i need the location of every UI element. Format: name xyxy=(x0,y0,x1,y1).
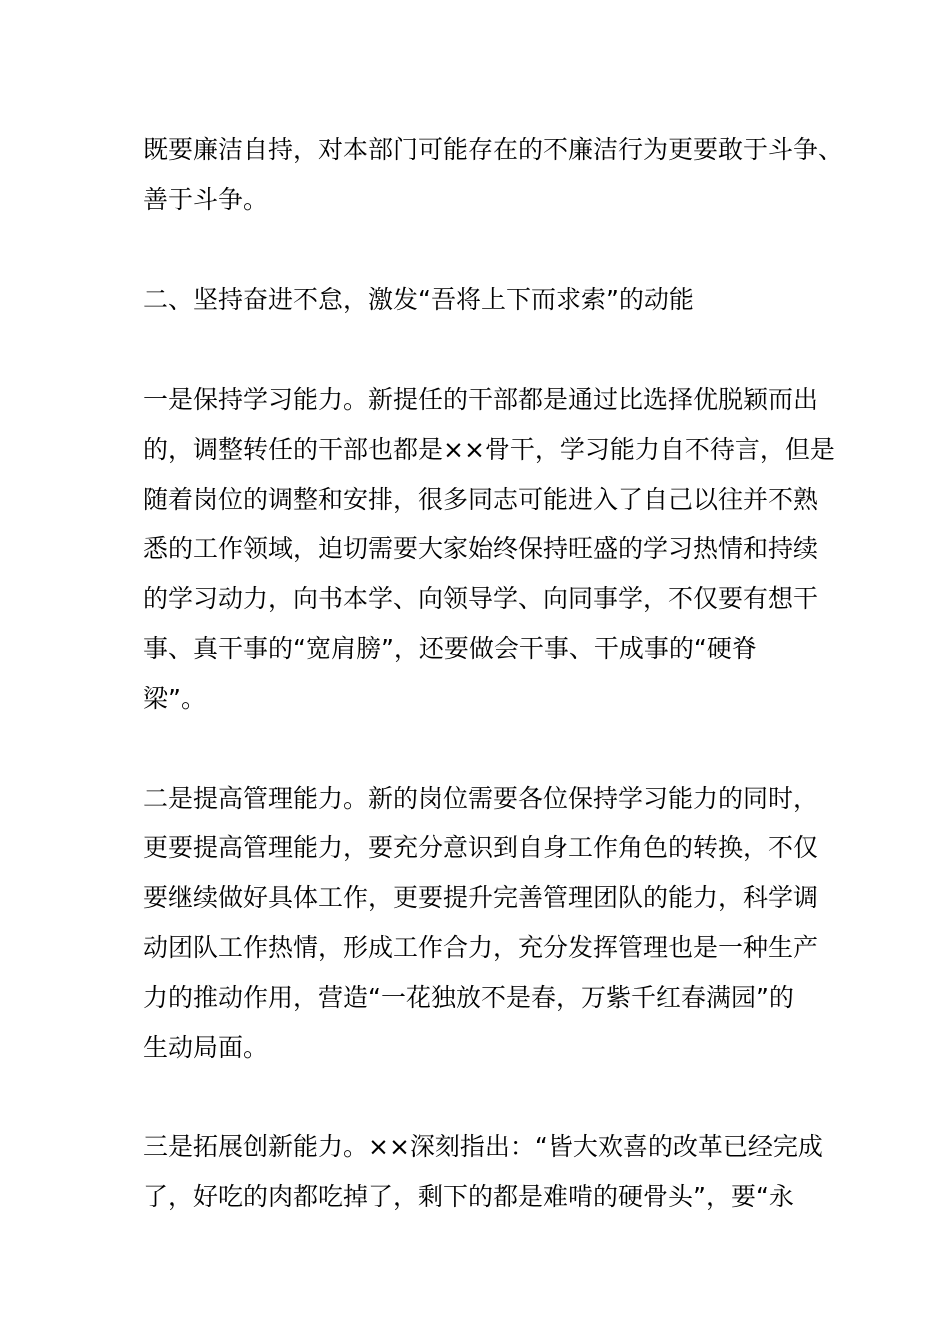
paragraph-line: 善于斗争。 xyxy=(143,185,269,214)
paragraph-line: 悉的工作领域，迫切需要大家始终保持旺盛的学习热情和持续 xyxy=(143,534,819,563)
paragraph-line: 既要廉洁自持，对本部门可能存在的不廉洁行为更要敢于斗争、 xyxy=(143,135,844,164)
paragraph-line: 二是提高管理能力。新的岗位需要各位保持学习能力的同时， xyxy=(143,784,819,813)
paragraph-line: 要继续做好具体工作，更要提升完善管理团队的能力，科学调 xyxy=(143,883,819,912)
section-heading: 二、坚持奋进不怠，激发“吾将上下而求索”的动能 xyxy=(143,285,694,314)
paragraph-line: 一是保持学习能力。新提任的干部都是通过比选择优脱颖而出 xyxy=(143,385,819,414)
paragraph-line: 动团队工作热情，形成工作合力，充分发挥管理也是一种生产 xyxy=(143,933,819,962)
paragraph-line: 更要提高管理能力，要充分意识到自身工作角色的转换，不仅 xyxy=(143,833,819,862)
paragraph-line: 力的推动作用，营造“一花独放不是春，万紫千红春满园”的 xyxy=(143,983,794,1012)
paragraph-line: 了，好吃的肉都吃掉了，剩下的都是难啃的硬骨头”，要“永 xyxy=(143,1182,794,1211)
paragraph-line: 三是拓展创新能力。××深刻指出：“皆大欢喜的改革已经完成 xyxy=(143,1132,823,1161)
paragraph-line: 随着岗位的调整和安排，很多同志可能进入了自己以往并不熟 xyxy=(143,485,819,514)
paragraph-line: 生动局面。 xyxy=(143,1033,269,1062)
paragraph-line: 事、真干事的“宽肩膀”，还要做会干事、干成事的“硬脊 xyxy=(143,634,757,663)
paragraph-line: 的，调整转任的干部也都是××骨干，学习能力自不待言，但是 xyxy=(143,435,835,464)
paragraph-line: 梁”。 xyxy=(143,684,206,713)
paragraph-line: 的学习动力，向书本学、向领导学、向同事学，不仅要有想干 xyxy=(143,584,819,613)
